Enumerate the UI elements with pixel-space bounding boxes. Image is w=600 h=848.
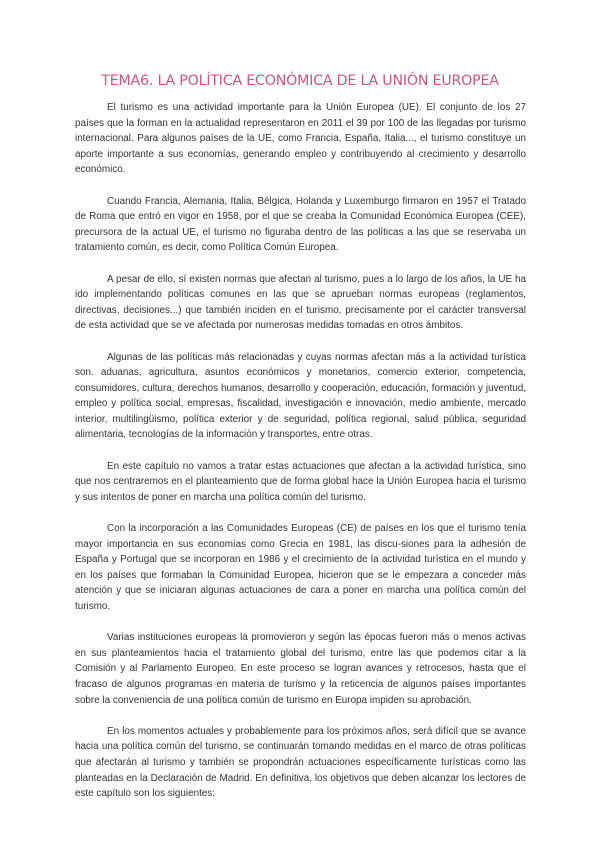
- paragraph-7: Varias instituciones europeas la promovieron y según las épocas fueron más o menos activas en sus planteamientos hacia el tratamiento global del turismo, entre las que podemos citar a la Comisión y al Parlamento Europeo. En este proceso se logran avances y retrocesos, hasta que el fracaso de algunos programas en materia de turismo y la reticencia de algunos países importantes sobre la conveniencia de una política común de turismo en Europa impiden su aprobación.: [75, 632, 526, 706]
- paragraph-8: En los momentos actuales y probablemente para los próximos años, será difícil que se avance hacia una política común del turismo, se continuarán tomando medidas en el marco de otras políticas que afectarán al turismo y también se propondrán actuaciones específicamente turísticas como las planteadas en la Declaración de Madrid. En definitiva, los objetivos que deben alcanzar los lectores de este capítulo son los siguientes:: [75, 725, 526, 800]
- paragraph-4: Algunas de las políticas más relacionadas y cuyas normas afectan más a la actividad turística son. aduanas, agricultura, asuntos económicos y monetarios, comercio exterior, competencia, consumidores, cultura, derechos humanos, desarrollo y cooperación, educación, formación y juventud, empleo y política social, empresas, fiscalidad, investigación e innovación, medio ambiente, mercado interior, multilingüismo, política exterior y de seguridad, política regional, salud pública, seguridad alimentaria, tecnologías de la información y transportes, entre otras.: [75, 351, 526, 441]
- paragraph-6: Con la incorporación a las Comunidades Europeas (CE) de países en los que el turismo tenía mayor importancia en sus economías como Grecia en 1981, las discu-siones para la adhesión de España y Portugal que se incorporan en 1986 y el crecimiento de la actividad turística en el mundo y en los países que formaban la Comunidad Europea, hicieron que se le empezara a conceder más atención y que se iniciaran algunas actuaciones de cara a poner en marcha una política común del turismo.: [75, 523, 526, 612]
- paragraph-3: A pesar de ello, sí existen normas que afectan al turismo, pues a lo largo de los años, la UE ha ido implementando políticas comunes en las que se aprueban normas europeas (reglamentos, directivas, decisiones...) que también inciden en el turismo, precisamente por el carácter transversal de esta actividad que se ve afectada por numerosas medidas tomadas en otros ámbitos.: [75, 273, 526, 332]
- paragraph-1: El turismo es una actividad importante para la Unión Europea (UE). El conjunto de los 27 países que la forman en la actualidad representaron en 2011 el 39 por 100 de las llegadas por turismo internacional. Para algunos países de la UE, como Francia, España, Italia..., el turismo constituye un aporte importante a sus economías, generando empleo y contribuyendo al crecimiento y desarrollo económico.: [75, 102, 526, 176]
- paragraph-5: En este capítulo no vamos a tratar estas actuaciones que afectan a la actividad turística, sino que nos centraremos en el planteamiento que de forma global hace la Unión Europea hacia el turismo y sus intentos de poner en marcha una política común del turismo.: [75, 460, 526, 503]
- document-body: [75, 100, 526, 817]
- page-title: TEMA6. LA POLÍTICA ECONÓMICA DE LA UNIÓN EUROPEA: [101, 73, 499, 89]
- paragraph-2: Cuando Francia, Alemania, Italia, Bélgica, Holanda y Luxemburgo firmaron en 1957 el Tratado de Roma que entró en vigor en 1958, por el que se creaba la Comunidad Económica Europea (CEE), precursora de la actual UE, el turismo no figuraba dentro de las políticas a las que se reservaba un tratamiento común, es decir, como Política Común Europea.: [75, 195, 526, 254]
